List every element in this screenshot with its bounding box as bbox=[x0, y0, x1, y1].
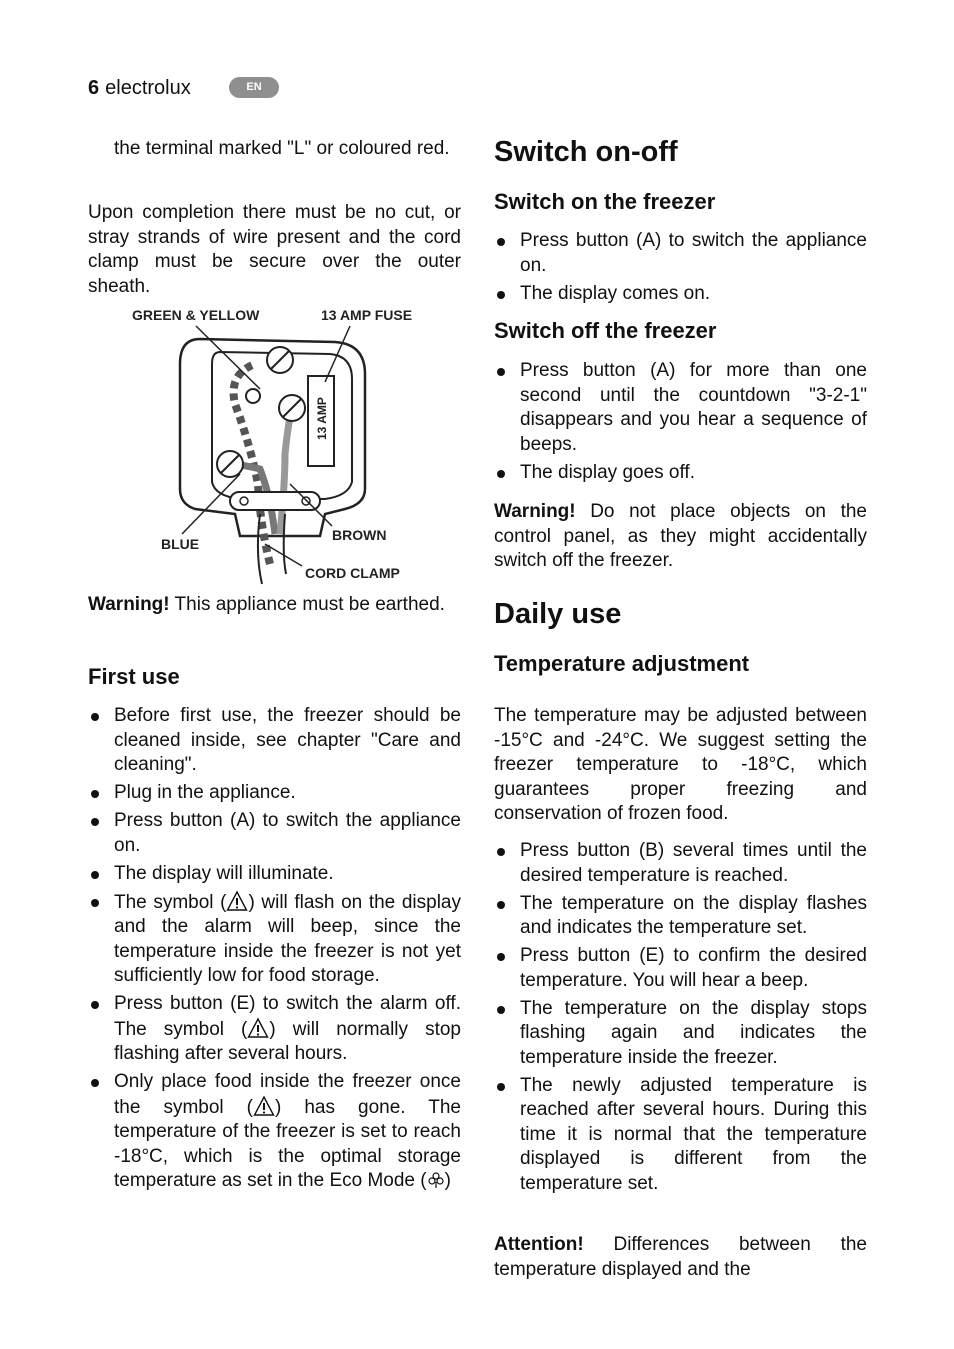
switch-off-title: Switch off the freezer bbox=[494, 318, 717, 343]
warning-triangle-icon bbox=[253, 1095, 275, 1117]
list-item: The symbol ( ) will flash on the display and the alarm will beep, since the temperature inside the freezer is not yet sufficiently low for food storage. bbox=[88, 890, 461, 989]
list-item: Press button (E) to switch the alarm off. The symbol ( ) will normally stop flashing after several hours. bbox=[88, 992, 461, 1067]
first-use-title: First use bbox=[88, 664, 180, 689]
control-panel-warning bbox=[494, 500, 867, 574]
list-item: Press button (E) to confirm the desired temperature. You will hear a beep. bbox=[494, 944, 867, 993]
attention-note bbox=[494, 1233, 867, 1282]
label-blue: BLUE bbox=[161, 536, 200, 552]
earth-warning bbox=[88, 593, 461, 618]
list-item: The newly adjusted temperature is reached after several hours. During this time it is normal that the temperature displayed is different from the temperature set. bbox=[494, 1074, 867, 1197]
label-cord-clamp: CORD CLAMP bbox=[305, 565, 400, 581]
label-green-yellow: GREEN & YELLOW bbox=[132, 307, 260, 323]
warning-text: Do not place objects on the control panel, as they might accidentally switch off the freezer. bbox=[494, 501, 867, 571]
list-item: The temperature on the display flashes and indicates the temperature set. bbox=[494, 892, 867, 941]
intro-text: the terminal marked "L" or coloured red. bbox=[114, 138, 450, 159]
list-item: Before first use, the freezer should be cleaned inside, see chapter "Care and cleaning". bbox=[88, 704, 461, 778]
warning-triangle-icon bbox=[247, 1017, 269, 1039]
switch-off-list bbox=[494, 359, 867, 489]
brand-name: electrolux bbox=[105, 76, 191, 99]
attention-label: Attention! bbox=[494, 1234, 584, 1255]
switch-on-off-title: Switch on-off bbox=[494, 136, 678, 168]
language-badge: EN bbox=[229, 77, 279, 98]
list-item: The display goes off. bbox=[494, 461, 867, 486]
list-item: Press button (A) to switch the appliance on. bbox=[494, 229, 867, 278]
list-item: Press button (A) to switch the appliance on. bbox=[88, 809, 461, 858]
completion-text: Upon completion there must be no cut, or stray strands of wire present and the cord clamp must be secure over the outer sheath. bbox=[88, 202, 461, 297]
list-item: Press button (B) several times until the desired temperature is reached. bbox=[494, 839, 867, 888]
first-use-list bbox=[88, 704, 461, 1197]
plug-wiring-diagram bbox=[120, 304, 440, 588]
warning-triangle-icon bbox=[226, 890, 248, 912]
list-item: The temperature on the display stops flashing again and indicates the temperature inside the freezer. bbox=[494, 997, 867, 1071]
list-item: The display will illuminate. bbox=[88, 862, 461, 887]
label-fuse: 13 AMP FUSE bbox=[321, 307, 413, 323]
list-item: Press button (A) for more than one second until the countdown "3-2-1" disappears and you hear a sequence of beeps. bbox=[494, 359, 867, 457]
warning-label: Warning! bbox=[88, 594, 170, 615]
warning-text: This appliance must be earthed. bbox=[169, 594, 445, 615]
eco-mode-icon bbox=[427, 1171, 445, 1189]
switch-on-list bbox=[494, 229, 867, 310]
label-fuse-body: 13 AMP bbox=[315, 397, 329, 440]
temperature-adjustment-title: Temperature adjustment bbox=[494, 651, 750, 676]
list-item: The display comes on. bbox=[494, 282, 867, 307]
temperature-intro: The temperature may be adjusted between -15°C and -24°C. We suggest setting the freezer temperature to -18°C, which guarantees proper freezing and conservation of frozen food. bbox=[494, 705, 867, 824]
page-header bbox=[88, 74, 191, 102]
list-item: Plug in the appliance. bbox=[88, 781, 461, 806]
page-number: 6 bbox=[88, 76, 100, 99]
label-brown: BROWN bbox=[332, 527, 387, 543]
switch-on-title: Switch on the freezer bbox=[494, 189, 716, 214]
warning-label: Warning! bbox=[494, 501, 576, 522]
attention-text: Differences between the temperature displayed and the bbox=[494, 1234, 867, 1280]
list-item: Only place food inside the freezer once the symbol ( ) has gone. The temperature of the freezer is set to reach -18°C, which is the optimal storage temperature as set in the Eco Mode ( ) bbox=[88, 1070, 461, 1194]
daily-use-title: Daily use bbox=[494, 598, 622, 630]
temperature-list bbox=[494, 839, 867, 1200]
